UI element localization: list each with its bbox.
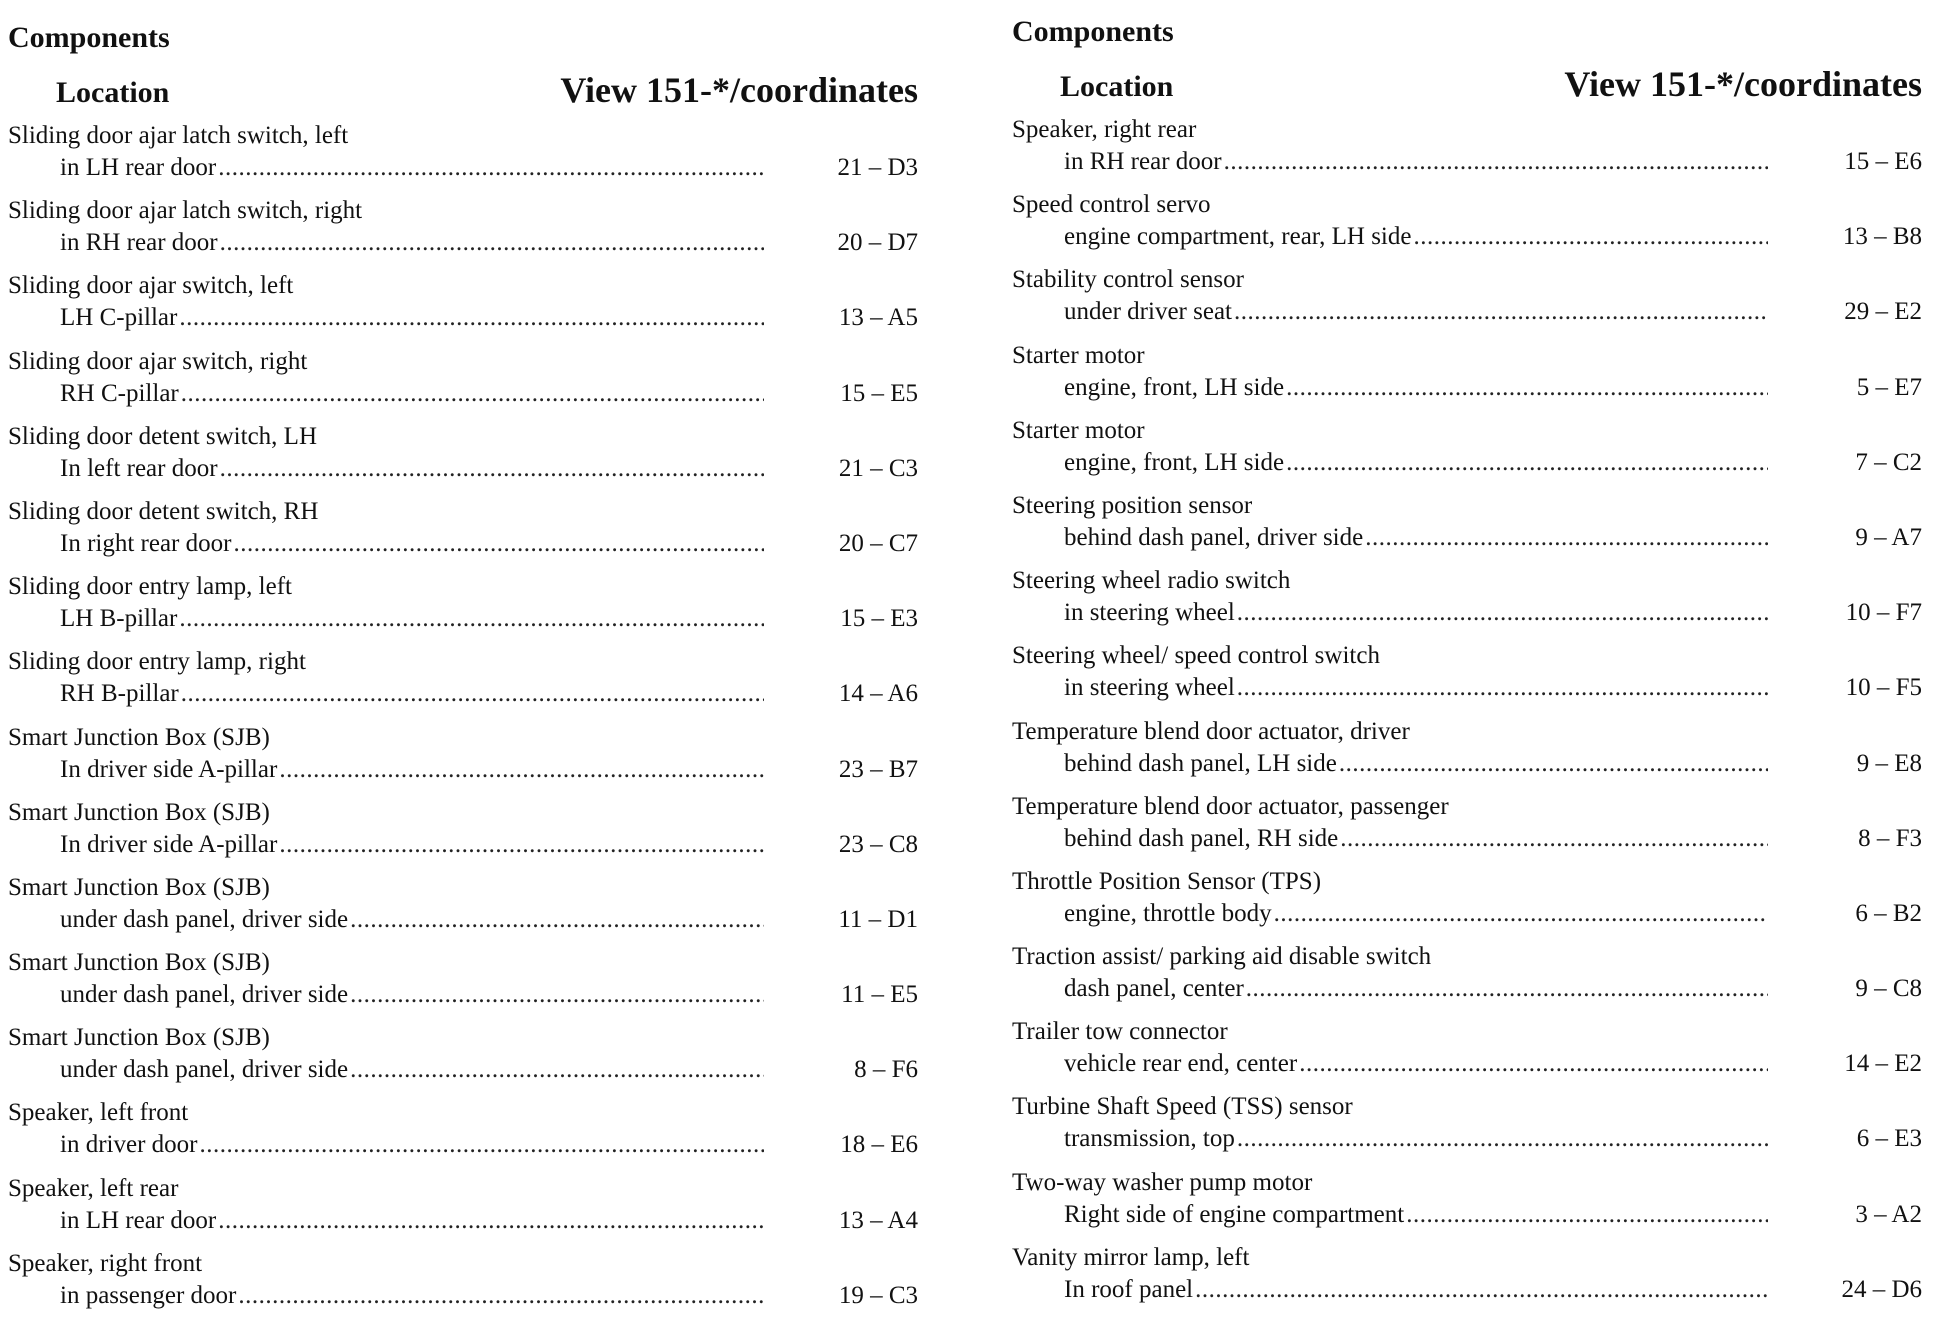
dot-leader	[1365, 521, 1768, 554]
component-name: Sliding door detent switch, RH	[8, 497, 319, 525]
component-entry	[8, 120, 918, 195]
component-name: Vanity mirror lamp, left	[1012, 1243, 1250, 1271]
component-location-line	[8, 151, 918, 184]
view-coordinate: 6 – B2	[1855, 899, 1922, 927]
component-location: transmission, top	[1064, 1125, 1235, 1153]
component-location: In driver side A-pillar	[60, 755, 278, 783]
component-location-line	[1012, 747, 1922, 780]
component-location: behind dash panel, LH side	[1064, 749, 1337, 777]
table-header	[8, 70, 918, 110]
component-entry	[1012, 1016, 1922, 1091]
dot-leader	[279, 828, 764, 861]
component-name: Starter motor	[1012, 416, 1145, 444]
component-location-line	[1012, 897, 1922, 930]
component-location-line	[1012, 446, 1922, 479]
component-list	[8, 120, 918, 1323]
view-coordinate: 3 – A2	[1855, 1200, 1922, 1228]
component-location-line	[1012, 145, 1922, 178]
component-entry	[1012, 565, 1922, 640]
component-entry	[8, 270, 918, 345]
section-title: Components	[1012, 15, 1174, 48]
view-coordinate: 8 – F3	[1858, 824, 1922, 852]
component-location-line	[8, 828, 918, 861]
component-name: Speaker, left rear	[8, 1174, 179, 1202]
component-location-line	[8, 903, 918, 936]
view-coordinate: 8 – F6	[854, 1056, 918, 1084]
component-location: behind dash panel, RH side	[1064, 824, 1339, 852]
component-location-line	[1012, 1198, 1922, 1231]
component-location: under driver seat	[1064, 298, 1232, 326]
view-coordinate: 23 – C8	[838, 830, 918, 858]
component-location-line	[1012, 671, 1922, 704]
component-location-line	[8, 978, 918, 1011]
dot-leader	[279, 753, 764, 786]
dot-leader	[1286, 371, 1768, 404]
view-column-header: View 151-*/coordinates	[560, 70, 918, 110]
component-location-line	[8, 677, 918, 710]
component-entry	[8, 346, 918, 421]
component-location: under dash panel, driver side	[60, 905, 349, 933]
component-location-line	[1012, 521, 1922, 554]
component-name: Sliding door entry lamp, left	[8, 573, 292, 601]
view-coordinate: 29 – E2	[1844, 298, 1922, 326]
component-location: In roof panel	[1064, 1275, 1194, 1303]
component-location-line	[8, 226, 918, 259]
component-name: Smart Junction Box (SJB)	[8, 1024, 270, 1052]
component-location: In right rear door	[60, 529, 232, 557]
dot-leader	[1237, 596, 1768, 629]
dot-leader	[1195, 1273, 1768, 1306]
dot-leader	[1237, 671, 1768, 704]
component-entry	[1012, 340, 1922, 415]
component-location: engine, front, LH side	[1064, 373, 1285, 401]
component-location: in LH rear door	[60, 154, 217, 181]
view-coordinate: 24 – D6	[1841, 1275, 1922, 1303]
dot-leader	[1286, 446, 1768, 479]
component-name: Smart Junction Box (SJB)	[8, 873, 270, 901]
dot-leader	[238, 1279, 764, 1312]
component-name: Turbine Shaft Speed (TSS) sensor	[1012, 1093, 1353, 1121]
view-coordinate: 15 – E3	[840, 605, 918, 633]
component-location: RH C-pillar	[60, 379, 179, 407]
component-name: Speaker, left front	[8, 1099, 189, 1127]
component-location-line	[1012, 371, 1922, 404]
component-location-line	[1012, 1273, 1922, 1306]
component-entry	[8, 1248, 918, 1323]
view-coordinate: 20 – C7	[838, 529, 918, 557]
component-entry	[8, 722, 918, 797]
component-location: in steering wheel	[1064, 674, 1235, 702]
view-coordinate: 23 – B7	[838, 755, 918, 783]
component-location: dash panel, center	[1064, 975, 1244, 1003]
view-column-header: View 151-*/coordinates	[1564, 64, 1922, 104]
view-coordinate: 18 – E6	[840, 1131, 918, 1159]
component-entry	[1012, 264, 1922, 339]
view-coordinate: 6 – E3	[1856, 1125, 1922, 1153]
component-location-line	[8, 527, 918, 560]
dot-leader	[1274, 897, 1768, 930]
dot-leader	[1340, 822, 1768, 855]
dot-leader	[1224, 145, 1768, 178]
dot-leader	[199, 1128, 764, 1161]
component-entry	[1012, 1242, 1922, 1317]
component-location: behind dash panel, driver side	[1064, 523, 1364, 551]
component-entry	[8, 646, 918, 721]
component-location-line	[8, 301, 918, 334]
component-location: RH B-pillar	[60, 680, 179, 708]
view-coordinate: 9 – C8	[1855, 975, 1922, 1003]
component-location-line	[1012, 220, 1922, 253]
dot-leader	[350, 1053, 764, 1086]
dot-leader	[1237, 1122, 1768, 1155]
component-entry	[1012, 114, 1922, 189]
component-name: Traction assist/ parking aid disable switch	[1012, 943, 1432, 971]
component-name: Speed control servo	[1012, 191, 1211, 219]
component-entry	[1012, 866, 1922, 941]
component-name: Smart Junction Box (SJB)	[8, 723, 270, 751]
component-entry	[8, 797, 918, 872]
component-location-line	[8, 377, 918, 410]
dot-leader	[233, 527, 764, 560]
dot-leader	[1234, 295, 1768, 328]
component-entry	[1012, 415, 1922, 490]
location-column-header: Location	[1060, 70, 1174, 103]
component-location: in RH rear door	[60, 229, 218, 257]
component-entry	[1012, 941, 1922, 1016]
view-coordinate: 21 – C3	[838, 454, 918, 482]
view-coordinate: 13 – A5	[838, 304, 918, 332]
view-coordinate: 11 – E5	[841, 981, 918, 1009]
left-column	[8, 20, 918, 1323]
view-coordinate: 5 – E7	[1856, 373, 1922, 401]
component-location: LH C-pillar	[60, 304, 178, 332]
view-coordinate: 13 – B8	[1842, 223, 1922, 251]
dot-leader	[218, 151, 764, 184]
component-entry	[1012, 189, 1922, 264]
dot-leader	[179, 602, 764, 635]
component-location: in steering wheel	[1064, 599, 1235, 627]
component-location: In driver side A-pillar	[60, 830, 278, 858]
component-entry	[1012, 1091, 1922, 1166]
component-name: Speaker, right front	[8, 1249, 203, 1277]
component-entry	[8, 947, 918, 1022]
component-location-line	[8, 753, 918, 786]
component-entry	[8, 872, 918, 947]
view-coordinate: 14 – E2	[1844, 1050, 1922, 1078]
component-name: Sliding door ajar latch switch, right	[8, 197, 363, 225]
component-location: under dash panel, driver side	[60, 1056, 349, 1084]
dot-leader	[1413, 220, 1768, 253]
dot-leader	[1299, 1047, 1768, 1080]
component-entry	[1012, 490, 1922, 565]
component-entry	[8, 195, 918, 270]
location-column-header: Location	[56, 76, 170, 109]
component-location: under dash panel, driver side	[60, 981, 349, 1009]
view-coordinate: 9 – E8	[1856, 749, 1922, 777]
view-coordinate: 13 – A4	[838, 1206, 918, 1234]
component-location-line	[1012, 1047, 1922, 1080]
component-entry	[8, 421, 918, 496]
component-name: Smart Junction Box (SJB)	[8, 949, 270, 977]
view-coordinate: 11 – D1	[838, 905, 918, 933]
component-entry	[1012, 640, 1922, 715]
view-coordinate: 21 – D3	[837, 154, 918, 181]
component-name: Steering wheel/ speed control switch	[1012, 642, 1380, 670]
component-location: in passenger door	[60, 1281, 237, 1309]
component-location: in driver door	[60, 1131, 198, 1159]
view-coordinate: 10 – F5	[1845, 674, 1922, 702]
component-name: Starter motor	[1012, 341, 1145, 369]
component-location-line	[8, 1204, 918, 1237]
component-name: Speaker, right rear	[1012, 116, 1197, 143]
component-entry	[8, 1022, 918, 1097]
component-list	[1012, 114, 1922, 1317]
dot-leader	[350, 903, 764, 936]
component-location-line	[8, 1128, 918, 1161]
component-name: Trailer tow connector	[1012, 1018, 1228, 1046]
component-name: Temperature blend door actuator, driver	[1012, 717, 1410, 745]
dot-leader	[350, 978, 764, 1011]
component-location-line	[8, 1053, 918, 1086]
right-column	[1012, 15, 1922, 1317]
component-location: LH B-pillar	[60, 605, 178, 633]
view-coordinate: 9 – A7	[1855, 523, 1922, 551]
component-name: Sliding door entry lamp, right	[8, 648, 306, 676]
dot-leader	[220, 226, 764, 259]
component-location-line	[8, 1279, 918, 1312]
component-name: Smart Junction Box (SJB)	[8, 798, 270, 826]
component-location: in LH rear door	[60, 1206, 217, 1234]
component-location: engine compartment, rear, LH side	[1064, 223, 1412, 251]
component-location: In left rear door	[60, 454, 218, 482]
dot-leader	[1339, 747, 1768, 780]
dot-leader	[1246, 972, 1768, 1005]
dot-leader	[218, 1204, 764, 1237]
component-entry	[1012, 1167, 1922, 1242]
dot-leader	[181, 377, 764, 410]
component-location: vehicle rear end, center	[1064, 1050, 1298, 1078]
dot-leader	[1406, 1198, 1768, 1231]
view-coordinate: 14 – A6	[838, 680, 918, 708]
view-coordinate: 15 – E5	[840, 379, 918, 407]
component-location: Right side of engine compartment	[1064, 1200, 1405, 1228]
section-title: Components	[8, 21, 170, 54]
table-header	[1012, 64, 1922, 104]
view-coordinate: 15 – E6	[1844, 148, 1922, 175]
component-location: in RH rear door	[1064, 148, 1222, 175]
view-coordinate: 7 – C2	[1855, 448, 1922, 476]
component-location-line	[8, 452, 918, 485]
component-entry	[8, 1173, 918, 1248]
component-name: Steering wheel radio switch	[1012, 567, 1291, 595]
component-name: Sliding door detent switch, LH	[8, 422, 317, 450]
component-location: engine, throttle body	[1064, 899, 1272, 927]
component-name: Two-way washer pump motor	[1012, 1168, 1313, 1196]
view-coordinate: 19 – C3	[838, 1281, 918, 1309]
component-location-line	[1012, 295, 1922, 328]
view-coordinate: 20 – D7	[837, 229, 918, 257]
component-location-line	[1012, 972, 1922, 1005]
component-name: Temperature blend door actuator, passenger	[1012, 792, 1449, 820]
view-coordinate: 10 – F7	[1845, 599, 1922, 627]
component-location-line	[8, 602, 918, 635]
dot-leader	[179, 301, 764, 334]
component-name: Sliding door ajar latch switch, left	[8, 122, 349, 149]
component-location-line	[1012, 822, 1922, 855]
component-entry	[1012, 716, 1922, 791]
component-name: Steering position sensor	[1012, 491, 1253, 519]
component-entry	[8, 1097, 918, 1172]
component-location: engine, front, LH side	[1064, 448, 1285, 476]
component-entry	[8, 496, 918, 571]
component-location-line	[1012, 596, 1922, 629]
component-entry	[8, 571, 918, 646]
component-entry	[1012, 791, 1922, 866]
component-location-line	[1012, 1122, 1922, 1155]
component-name: Sliding door ajar switch, left	[8, 272, 294, 300]
component-name: Sliding door ajar switch, right	[8, 347, 308, 375]
dot-leader	[220, 452, 764, 485]
dot-leader	[181, 677, 764, 710]
component-name: Throttle Position Sensor (TPS)	[1012, 867, 1322, 895]
component-name: Stability control sensor	[1012, 266, 1244, 294]
